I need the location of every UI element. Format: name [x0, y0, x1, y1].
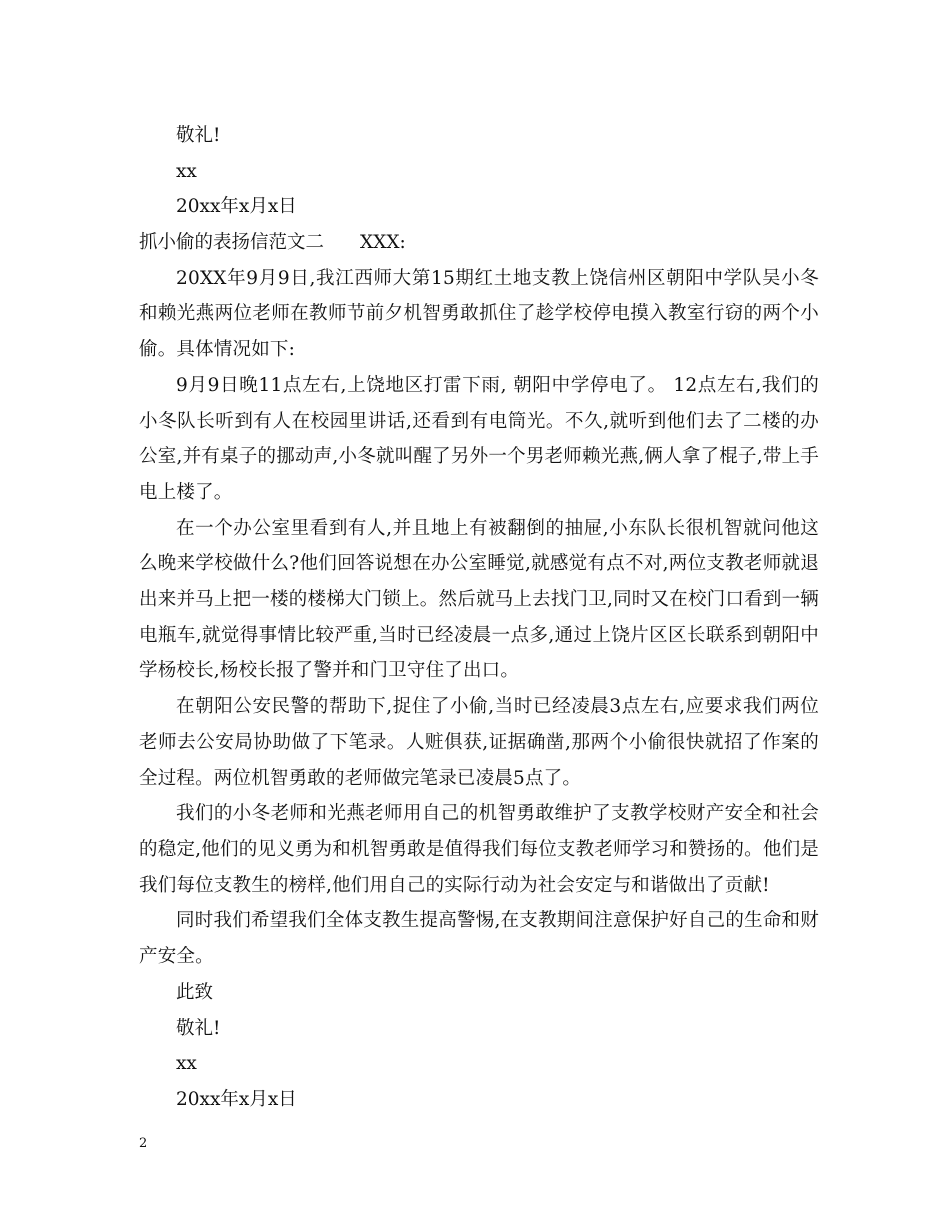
letter-closing: 此致 — [176, 981, 214, 1003]
letter-paragraph: 同时我们希望我们全体支教生提高警惕,在支教期间注意保护好自己的生命和财产安全。 — [139, 910, 819, 968]
letter-paragraph: 9月9日晚11点左右,上饶地区打雷下雨, 朝阳中学停电了。 12点左右,我们的小冬队长听到有人在校园里讲话,还看到有电筒光。不久,就听到他们去了二楼的办公室,并有桌子的挪动声,小冬就叫醒了另外一个男老师赖光燕,俩人拿了棍子,带上手电上楼了。 — [139, 374, 819, 503]
letter-paragraph: 我们的小冬老师和光燕老师用自己的机智勇敢维护了支教学校财产安全和社会的稳定,他们的见义勇为和机智勇敢是值得我们每位支教老师学习和赞扬的。他们是我们每位支教生的榜样,他们用自己的实际行动为社会安定与和谐做出了贡献! — [139, 803, 819, 896]
top-salute: 敬礼! — [176, 125, 221, 146]
letter-date: 20xx年x月x日 — [176, 1088, 297, 1110]
letter-paragraph: 在一个办公室里看到有人,并且地上有被翻倒的抽屉,小东队长很机智就问他这么晚来学校做什么?他们回答说想在办公室睡觉,就感觉有点不对,两位支教老师就退出来并马上把一楼的楼梯大门锁上。然后就马上去找门卫,同时又在校门口看到一辆电瓶车,就觉得事情比较严重,当时已经凌晨一点多,通过上饶片区区长联系到朝阳中学杨校长,杨校长报了警并和门卫守住了出口。 — [139, 517, 819, 682]
top-date: 20xx年x月x日 — [176, 196, 297, 218]
letter-paragraph: 在朝阳公安民警的帮助下,捉住了小偷,当时已经凌晨3点左右,应要求我们两位老师去公安局协助做了下笔录。人赃俱获,证据确凿,那两个小偷很快就招了作案的全过程。两位机智勇敢的老师做完笔录已凌晨5点了。 — [139, 696, 819, 789]
page-number: 2 — [139, 1136, 148, 1151]
letter-paragraph: 20XX年9月9日,我江西师大第15期红土地支教上饶信州区朝阳中学队吴小冬和赖光燕两位老师在教师节前夕机智勇敢抓住了趁学校停电摸入教室行窃的两个小偷。具体情况如下: — [139, 267, 819, 361]
letter-signature: xx — [176, 1053, 197, 1075]
letter-addressee: XXX: — [360, 232, 406, 254]
top-signature: xx — [176, 160, 197, 182]
document-body — [139, 118, 819, 1118]
letter-salute: 敬礼! — [176, 1017, 221, 1039]
letter-heading — [139, 225, 819, 261]
letter-title: 抓小偷的表扬信范文二 — [139, 232, 325, 254]
